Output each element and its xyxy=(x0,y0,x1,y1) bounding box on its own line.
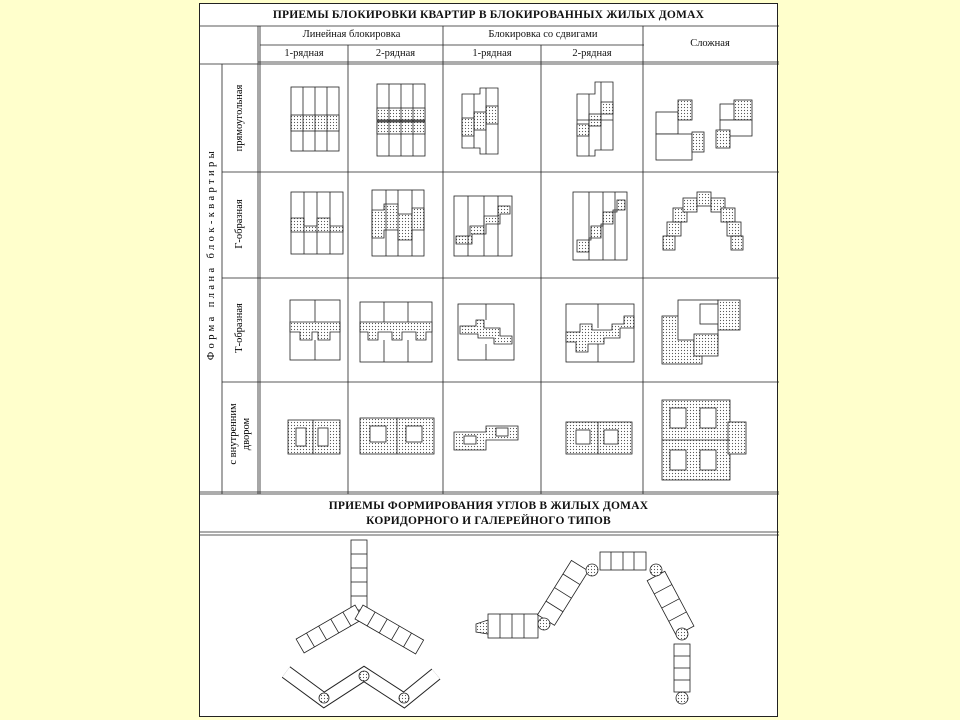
group-linear-header: Линейная блокировка xyxy=(302,29,401,40)
plan-court-linear-1 xyxy=(288,420,340,454)
zigzag-building xyxy=(286,671,436,703)
linear-1-row-header: 1-рядная xyxy=(284,48,324,59)
plan-court-shift-2 xyxy=(566,422,632,454)
plan-rect-complex xyxy=(656,100,752,160)
plan-t-complex xyxy=(662,300,740,364)
plan-l-shift-2 xyxy=(573,192,627,260)
row-label-t-shaped: Т-образная xyxy=(234,303,245,353)
table1-title: ПРИЕМЫ БЛОКИРОВКИ КВАРТИР В БЛОКИРОВАННЫХ ЖИЛЫХ ДОМАХ xyxy=(272,9,705,21)
row-label-courtyard-line2: двором xyxy=(241,417,252,451)
plan-l-linear-1 xyxy=(291,192,343,254)
plan-court-linear-2 xyxy=(360,418,434,454)
plan-rect-linear-1 xyxy=(291,87,339,151)
plan-rect-linear-2 xyxy=(377,84,425,156)
plan-t-shift-2 xyxy=(566,304,634,362)
plan-l-linear-2 xyxy=(372,190,424,256)
plan-l-shift-1 xyxy=(454,196,512,256)
reference-sheet xyxy=(199,3,778,717)
sheet-drawing xyxy=(200,4,779,718)
shift-1-row-header: 1-рядная xyxy=(472,48,512,59)
linear-2-row-header: 2-рядная xyxy=(375,48,416,59)
side-label-plan-shape: Форма плана блок-квартиры xyxy=(206,147,217,361)
row-label-rectangular: прямоугольная xyxy=(234,84,245,152)
plan-t-linear-2 xyxy=(360,302,432,362)
plan-t-linear-1 xyxy=(290,300,340,360)
plan-court-shift-1 xyxy=(454,426,518,450)
plan-l-complex xyxy=(663,192,743,250)
shift-2-row-header: 2-рядная xyxy=(572,48,612,59)
y-shaped-building xyxy=(296,540,424,654)
plan-court-complex xyxy=(662,400,746,480)
table2-title-line1: ПРИЕМЫ ФОРМИРОВАНИЯ УГЛОВ В ЖИЛЫХ ДОМАХ xyxy=(328,500,649,512)
row-label-l-shaped: Г-образная xyxy=(234,199,245,249)
plan-rect-shift-2 xyxy=(577,82,613,156)
complex-header: Сложная xyxy=(690,38,730,49)
group-shift-header: Блокировка со сдвигами xyxy=(488,29,598,40)
gallery-building xyxy=(476,552,694,704)
row-label-courtyard-line1: с внутренним xyxy=(228,403,239,465)
plan-rect-shift-1 xyxy=(462,88,498,154)
plan-t-shift-1 xyxy=(458,304,514,360)
table2-title-line2: КОРИДОРНОГО И ГАЛЕРЕЙНОГО ТИПОВ xyxy=(366,515,611,527)
